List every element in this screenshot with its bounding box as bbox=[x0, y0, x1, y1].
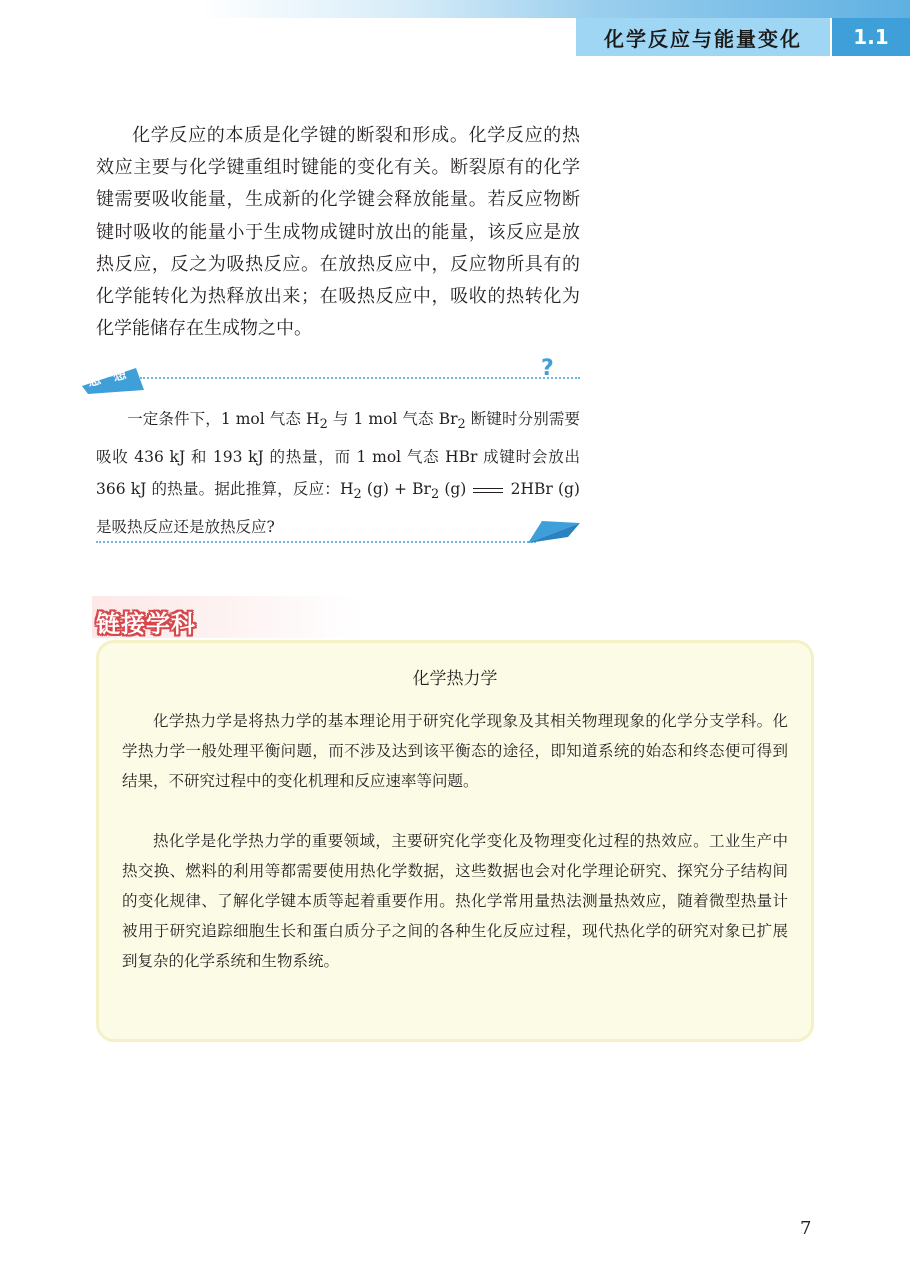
link-paragraph-2: 热化学是化学热力学的重要领域，主要研究化学变化及物理变化过程的热效应。工业生产中热交换、燃料的利用等都需要使用热化学数据，这些数据也会对化学理论研究、探究分子结构间的变化规律、了解化学键本质等起着重要作用。热化学常用量热法测量热效应，随着微型热量计被用于研究追踪细胞生长和蛋白质分子之间的各种生化反应过程，现代热化学的研究对象已扩展到复杂的化学系统和生物系统。 bbox=[122, 832, 788, 970]
page-number: 7 bbox=[800, 1218, 812, 1239]
question-mark-icon: ? bbox=[541, 356, 554, 381]
equals-sign-icon bbox=[473, 488, 503, 493]
link-paragraph-1: 化学热力学是将热力学的基本理论用于研究化学现象及其相关物理现象的化学分支学科。化学热力学一般处理平衡问题，而不涉及达到该平衡态的途径，即知道系统的始态和终态便可得到结果，不研究过程中的变化机理和反应速率等问题。 bbox=[122, 712, 788, 790]
think-divider-top bbox=[140, 377, 580, 379]
think-badge-icon bbox=[78, 360, 148, 396]
link-subject-heading: 链接学科 bbox=[96, 610, 196, 638]
think-badge-label: 想一想 bbox=[86, 367, 128, 391]
link-subject-title: 化学热力学 bbox=[412, 669, 498, 689]
think-divider-bottom bbox=[96, 541, 536, 543]
chapter-title: 化学反应与能量变化 bbox=[576, 18, 830, 56]
think-question-text: 一定条件下，1 mol 气态 $H_2$ 与 1 mol 气态 $Br_2$ 断键时分别需要吸收 436 kJ 和 193 kJ 的热量，而 1 mol 气态 HBr 成键时会放出 366 kJ 的热量。据此推算，反应：$H_2$ $(g) + Br_2$ (g) 2HBr (g) 是吸热反应还是放热反应? bbox=[96, 410, 580, 537]
section-number: 1.1 bbox=[832, 18, 910, 56]
header-gradient-band bbox=[0, 0, 910, 18]
body-paragraph: 化学反应的本质是化学键的断裂和形成。化学反应的热效应主要与化学键重组时键能的变化有关。断裂原有的化学键需要吸收能量，生成新的化学键会释放能量。若反应物断键时吸收的能量小于生成物成键时放出的能量，该反应是放热反应，反之为吸热反应。在放热反应中，反应物所具有的化学能转化为热释放出来；在吸热反应中，吸收的热转化为化学能储存在生成物之中。 bbox=[96, 125, 580, 340]
corner-arrow-icon bbox=[528, 517, 580, 545]
